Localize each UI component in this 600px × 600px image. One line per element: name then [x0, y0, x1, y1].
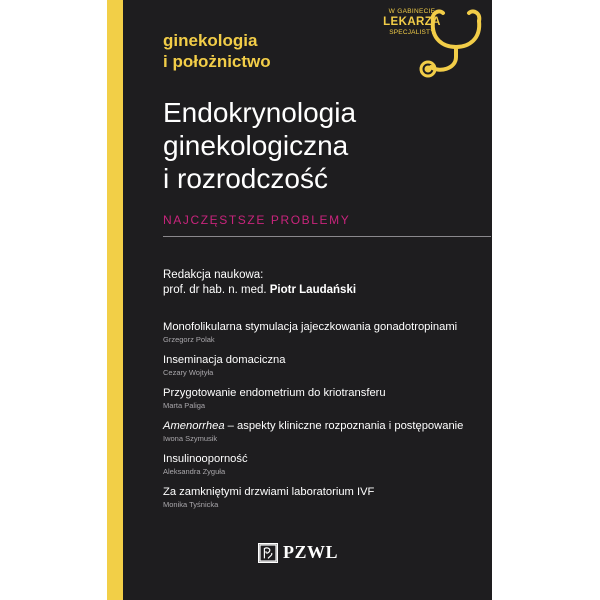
chapter-title — [163, 419, 463, 433]
chapter-title: Inseminacja domaciczna — [163, 354, 286, 366]
chapter-item — [163, 452, 463, 485]
chapter-item — [163, 320, 463, 353]
chapter-author: Grzegorz Polak — [163, 335, 215, 344]
series-badge — [381, 7, 491, 87]
editor-block — [163, 268, 356, 298]
book-cover — [107, 0, 492, 600]
stethoscope-icon — [381, 7, 491, 87]
badge-line-2: LEKARZA — [383, 16, 441, 28]
series-line-2: i położnictwo — [163, 52, 271, 71]
chapter-item — [163, 485, 463, 518]
book-title — [163, 96, 356, 195]
contents-list — [163, 320, 463, 518]
chapter-author: Aleksandra Zyguła — [163, 467, 226, 476]
publisher-mark — [258, 542, 338, 563]
book-subtitle: NAJCZĘSTSZE PROBLEMY — [163, 213, 351, 227]
chapter-author: Cezary Wojtyła — [163, 368, 214, 377]
chapter-title-rest: – aspekty kliniczne rozpoznania i postępowanie — [224, 420, 464, 432]
title-line-1: Endokrynologia — [163, 97, 357, 128]
badge-line-1: W GABINECIE — [388, 8, 436, 15]
chapter-author: Iwona Szymusik — [163, 434, 218, 443]
editor-label: Redakcja naukowa: — [163, 269, 264, 281]
divider — [163, 236, 491, 237]
series-name — [163, 30, 271, 72]
editor-prefix: prof. dr hab. n. med. — [163, 284, 267, 296]
yellow-spine-stripe — [107, 0, 123, 600]
publisher-name: PZWL — [283, 542, 339, 562]
series-line-1: ginekologia — [163, 31, 258, 50]
chapter-title: Insulinooporność — [163, 453, 248, 465]
chapter-title: Przygotowanie endometrium do kriotransferu — [163, 387, 386, 399]
title-line-2: ginekologiczna — [163, 130, 349, 161]
editor-name: Piotr Laudański — [269, 284, 357, 296]
chapter-item — [163, 386, 463, 419]
badge-line-3: SPECJALISTY — [389, 29, 435, 36]
chapter-author: Marta Paliga — [163, 401, 206, 410]
chapter-title: Monofolikularna stymulacja jajeczkowania gonadotropinami — [163, 321, 458, 333]
title-line-3: i rozrodczość — [163, 163, 328, 194]
chapter-item — [163, 419, 463, 452]
chapter-title-italic: Amenorrhea — [163, 420, 225, 432]
chapter-title: Za zamkniętymi drzwiami laboratorium IVF — [163, 486, 375, 498]
pzwl-logo-icon — [258, 543, 278, 563]
chapter-author: Monika Tyśnicka — [163, 500, 219, 509]
chapter-item — [163, 353, 463, 386]
